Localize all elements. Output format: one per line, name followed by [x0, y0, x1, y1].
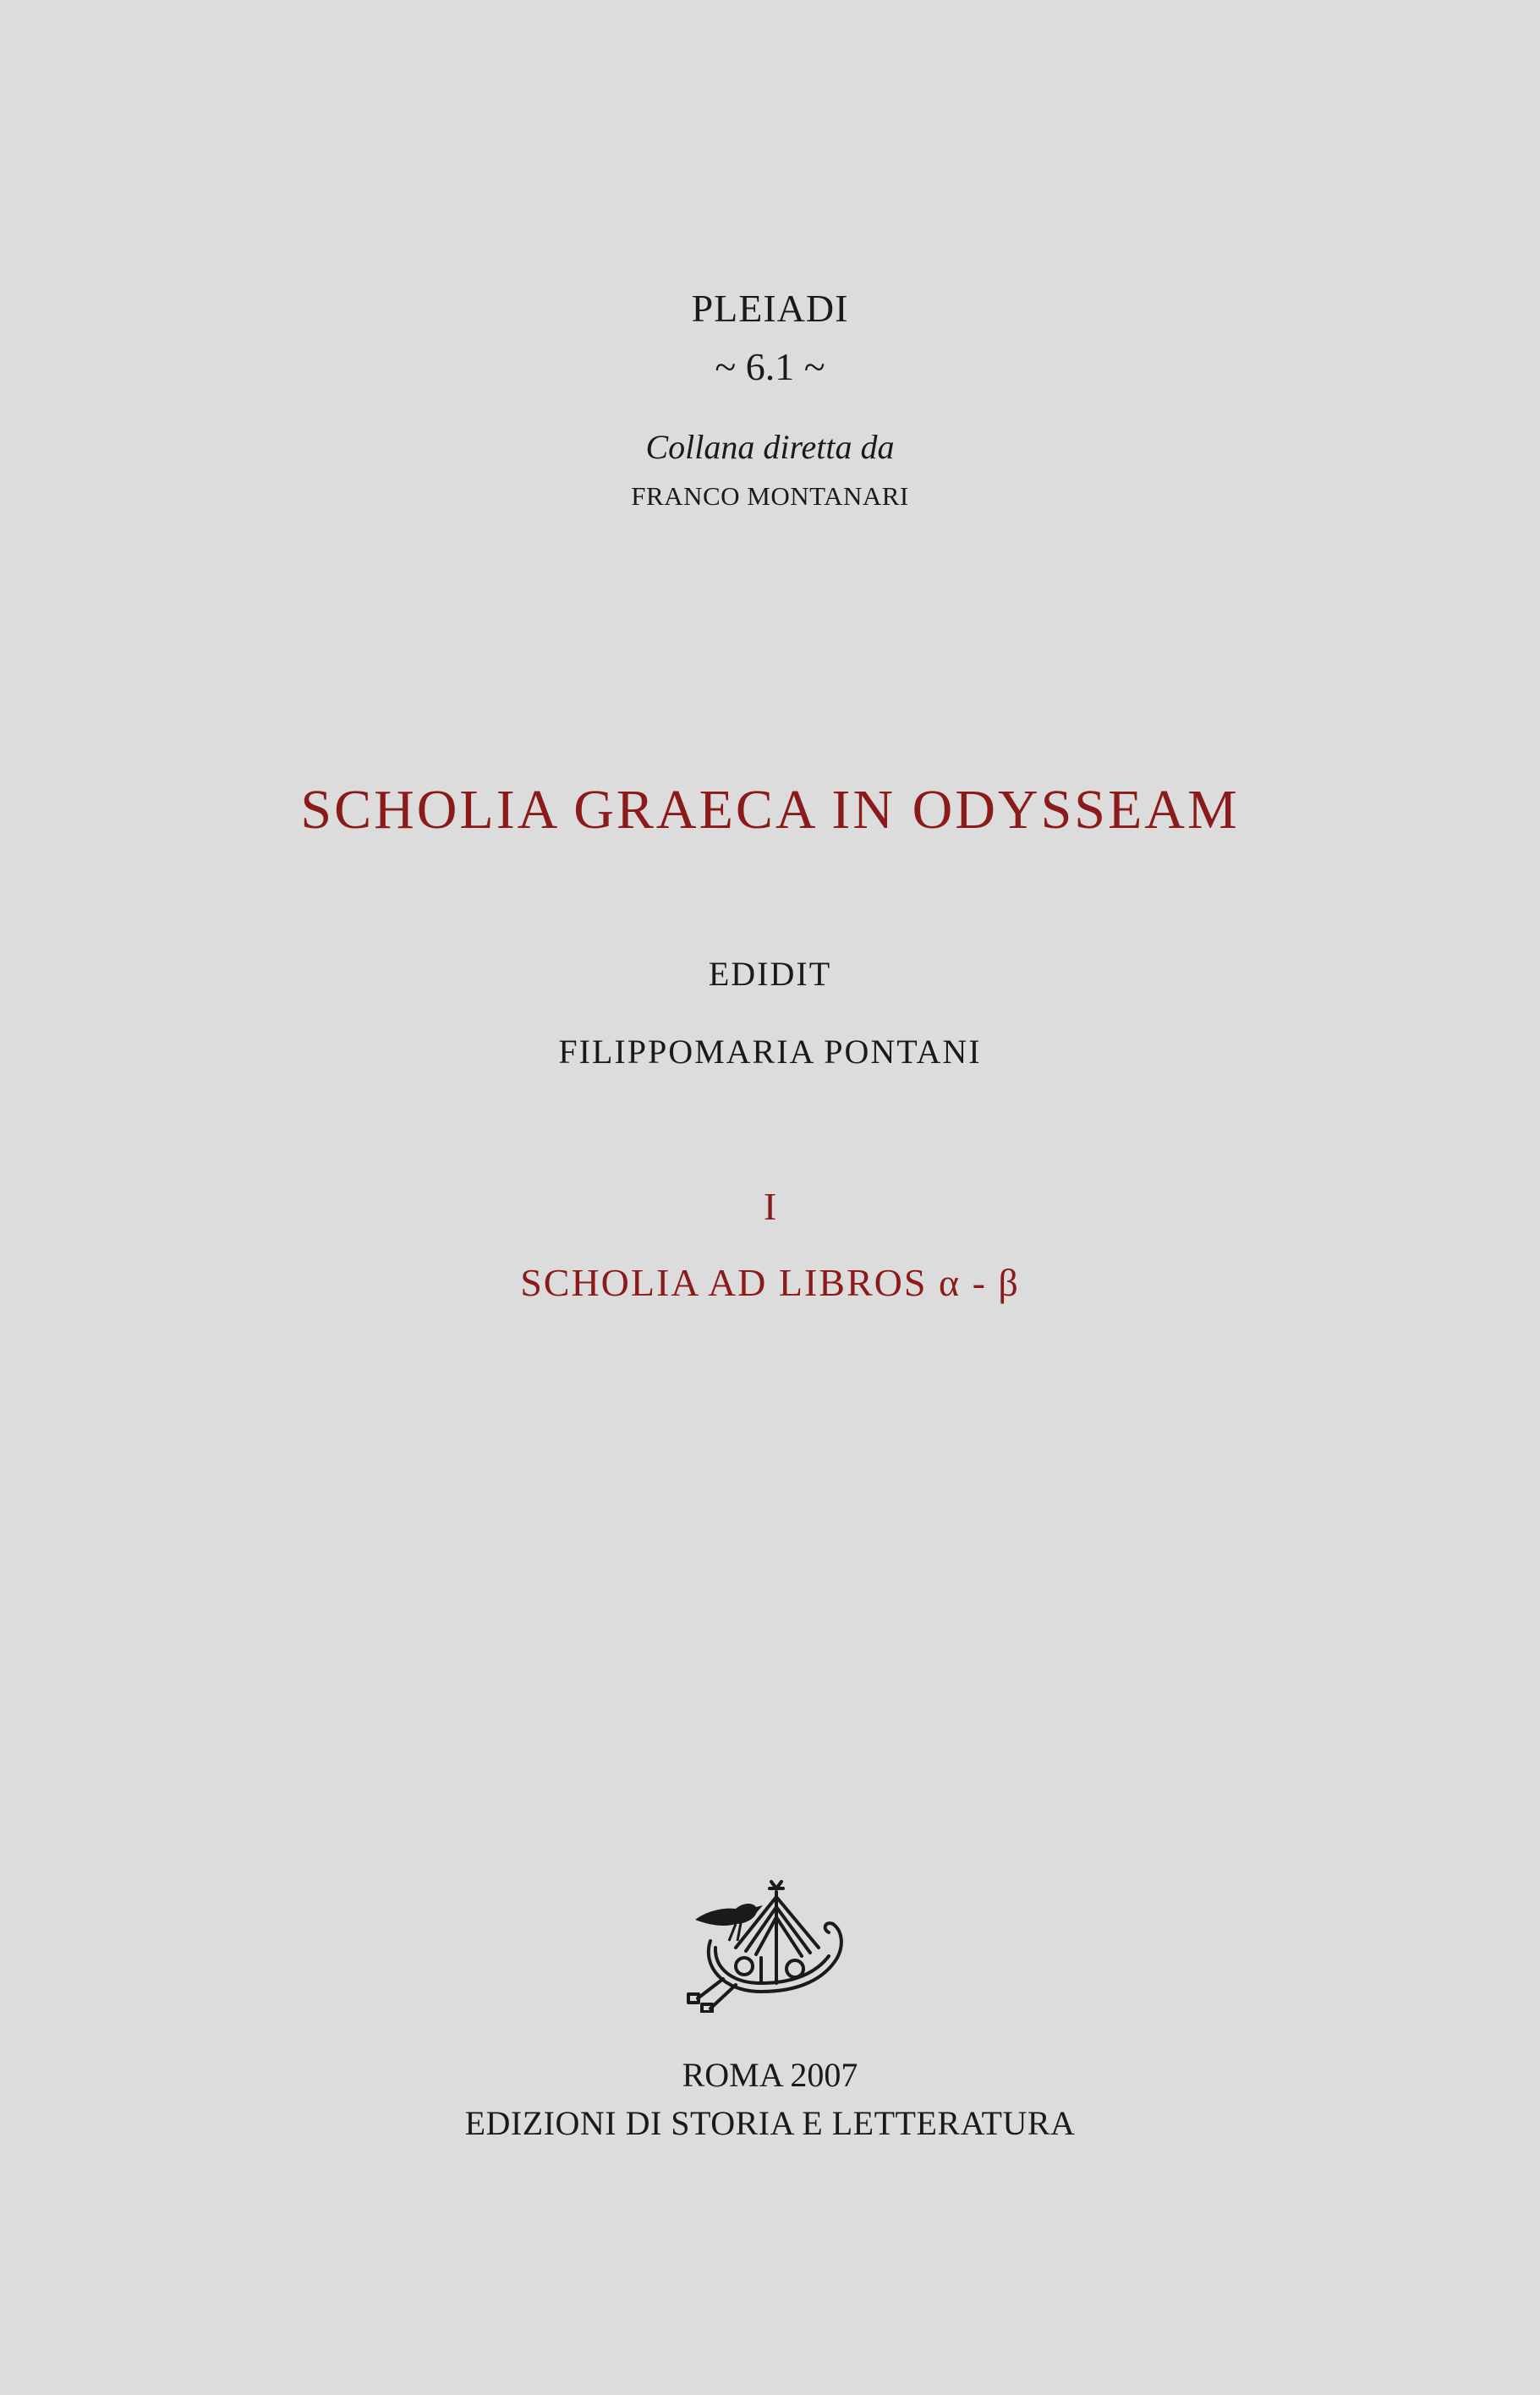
series-director-name: FRANCO MONTANARI: [631, 481, 909, 511]
imprint-place-year: ROMA 2007: [682, 2056, 858, 2094]
publisher-name: EDIZIONI DI STORIA E LETTERATURA: [464, 2104, 1076, 2142]
series-director-label: Collana diretta da: [645, 428, 895, 466]
series-name: PLEIADI: [691, 287, 849, 330]
edited-by-label: EDIDIT: [708, 955, 832, 993]
volume-number: I: [763, 1185, 777, 1228]
ship-bird-publisher-mark-icon: [677, 1873, 854, 2013]
series-number: ~ 6.1 ~: [715, 345, 825, 388]
editor-name: FILIPPOMARIA PONTANI: [558, 1033, 982, 1071]
book-title: SCHOLIA GRAECA IN ODYSSEAM: [300, 779, 1240, 841]
book-subtitle: SCHOLIA AD LIBROS α - β: [520, 1261, 1020, 1304]
